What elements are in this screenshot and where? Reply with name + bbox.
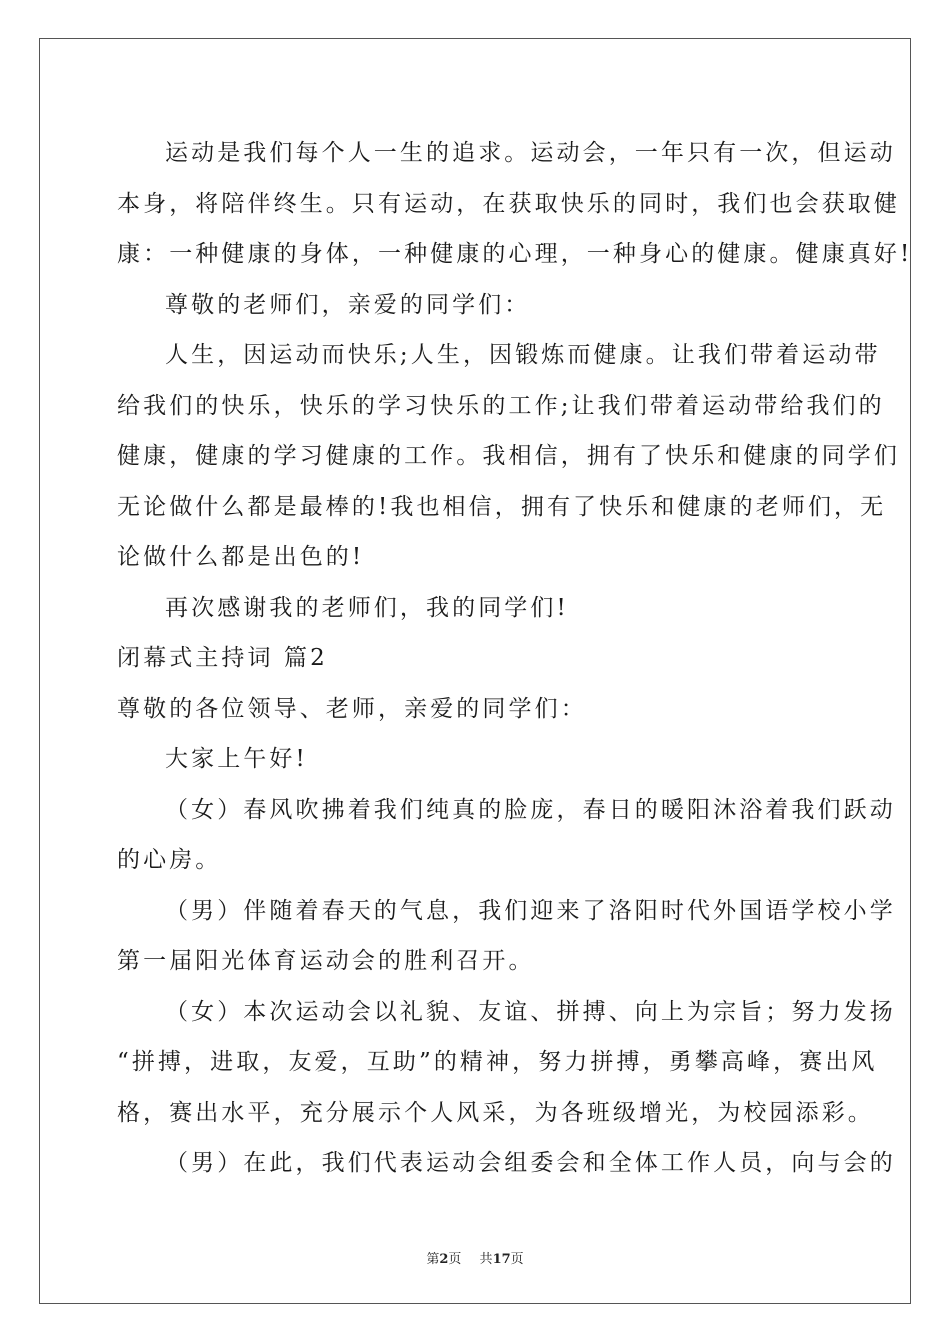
paragraph-line: 格，赛出水平，充分展示个人风采，为各班级增光，为校园添彩。 bbox=[117, 1099, 874, 1126]
paragraph-line: 论做什么都是出色的! bbox=[117, 544, 365, 570]
section-heading: 闭幕式主持词 篇2 bbox=[117, 645, 328, 671]
paragraph-line: （女）本次运动会以礼貌、友谊、拼搏、向上为宗旨；努力发扬 bbox=[165, 998, 896, 1025]
paragraph-line: 本身，将陪伴终生。只有运动，在获取快乐的同时，我们也会获取健 bbox=[117, 190, 900, 217]
document-body bbox=[117, 128, 913, 1189]
paragraph-line: “拼搏，进取，友爱，互助”的精神，努力拼搏，勇攀高峰，赛出风 bbox=[117, 1049, 878, 1075]
total-number: 17 bbox=[492, 1252, 511, 1267]
paragraph-line: 再次感谢我的老师们，我的同学们! bbox=[165, 594, 569, 621]
page-prefix: 第 bbox=[426, 1252, 440, 1267]
salutation-line: 尊敬的各位领导、老师，亲爱的同学们： bbox=[117, 695, 587, 722]
paragraph-line: 健康，健康的学习健康的工作。我相信，拥有了快乐和健康的同学们 bbox=[117, 443, 900, 469]
paragraph-line: 第一届阳光体育运动会的胜利召开。 bbox=[117, 948, 535, 974]
page-number: 2 bbox=[439, 1252, 449, 1267]
paragraph-line: （女）春风吹拂着我们纯真的脸庞，春日的暖阳沐浴着我们跃动 bbox=[165, 796, 896, 823]
paragraph-line: 康：一种健康的身体，一种健康的心理，一种身心的健康。健康真好! bbox=[117, 241, 913, 267]
paragraph-line: （男）伴随着春天的气息，我们迎来了洛阳时代外国语学校小学 bbox=[165, 897, 896, 924]
paragraph-line: （男）在此，我们代表运动会组委会和全体工作人员，向与会的 bbox=[165, 1150, 896, 1176]
total-prefix: 共 bbox=[479, 1252, 493, 1267]
paragraph-line: 的心房。 bbox=[117, 847, 222, 873]
total-suffix: 页 bbox=[510, 1252, 524, 1267]
page-indicator bbox=[426, 1252, 461, 1267]
paragraph-line: 无论做什么都是最棒的!我也相信，拥有了快乐和健康的老师们，无 bbox=[117, 493, 887, 520]
paragraph-line: 人生，因运动而快乐;人生，因锻炼而健康。让我们带着运动带 bbox=[165, 342, 881, 368]
paragraph-line: 运动是我们每个人一生的追求。运动会，一年只有一次，但运动 bbox=[165, 140, 896, 166]
paragraph-line: 尊敬的老师们，亲爱的同学们： bbox=[165, 291, 531, 318]
paragraph-line: 大家上午好! bbox=[165, 746, 308, 772]
page-suffix: 页 bbox=[448, 1252, 462, 1267]
page-footer bbox=[0, 1248, 950, 1267]
paragraph-line: 给我们的快乐，快乐的学习快乐的工作;让我们带着运动带给我们的 bbox=[117, 392, 885, 419]
total-pages-indicator bbox=[480, 1252, 524, 1267]
